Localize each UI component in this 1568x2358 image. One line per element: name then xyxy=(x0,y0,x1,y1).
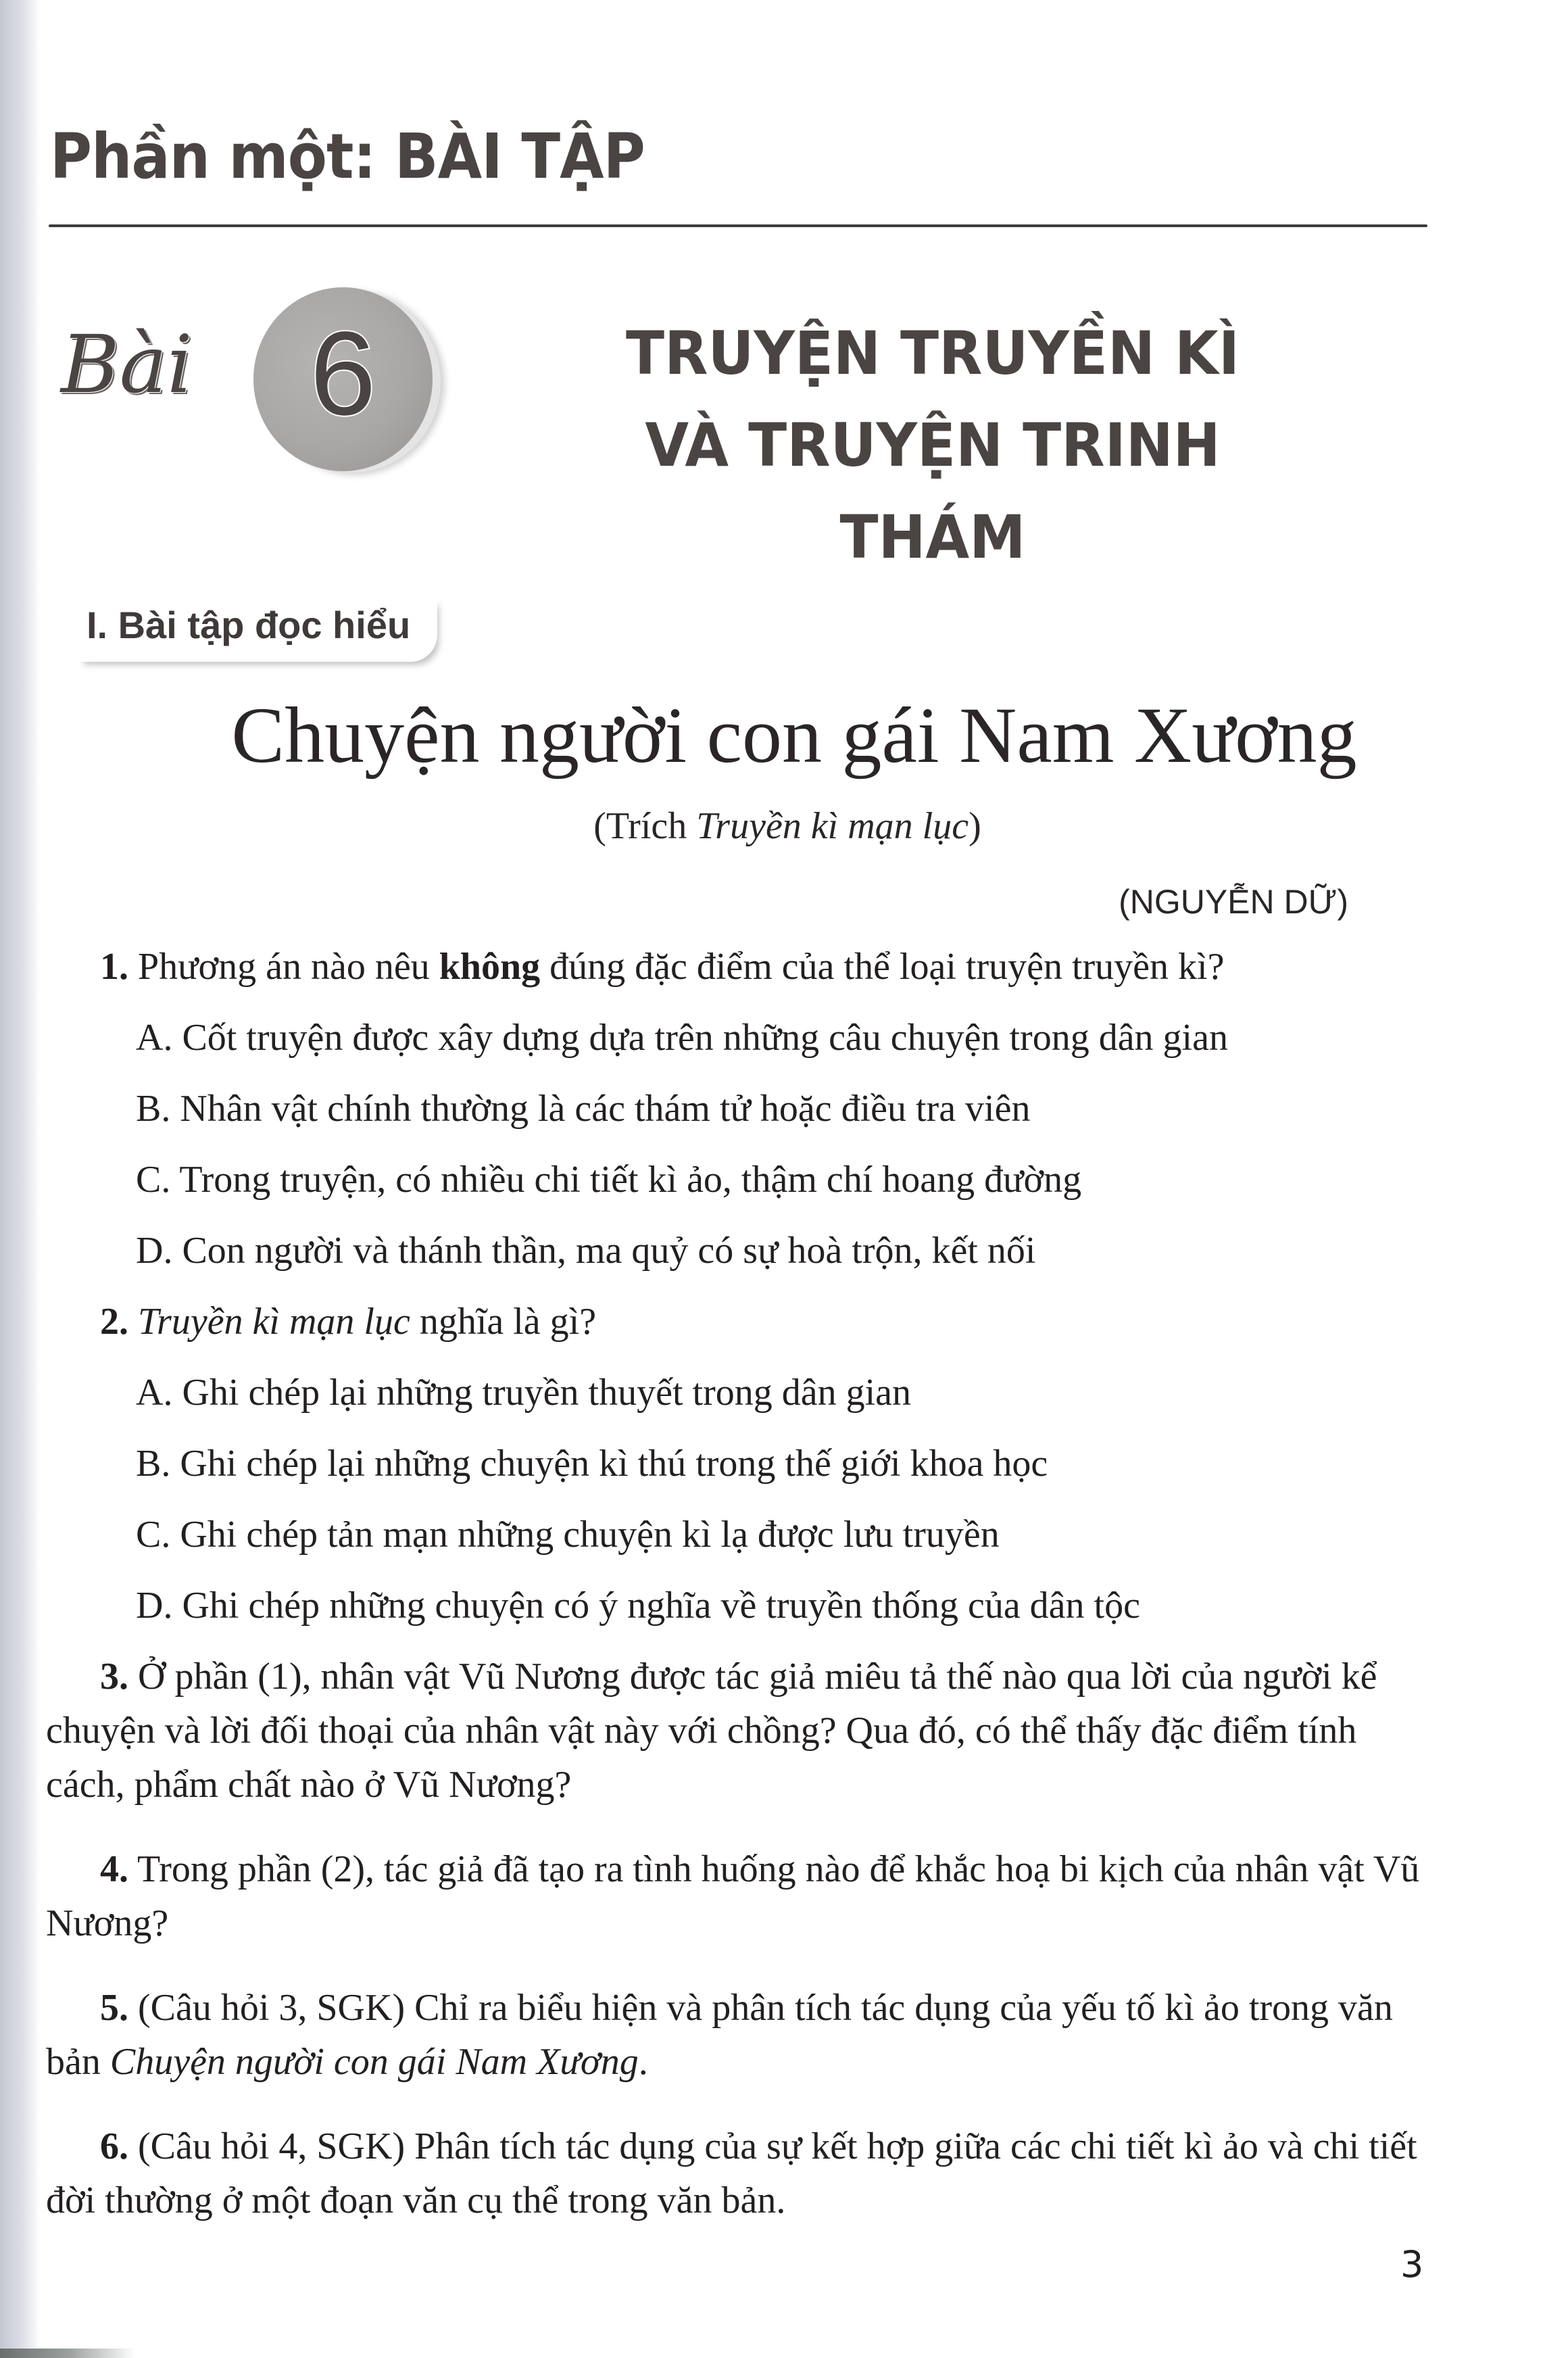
question-text: . xyxy=(638,2041,648,2083)
question-number: 6. xyxy=(100,2125,128,2167)
story-author: (NGUYỄN DỮ) xyxy=(1119,883,1348,921)
part-heading: Phần một: BÀI TẬP xyxy=(50,120,645,193)
option-2d: D. Ghi chép những chuyện có ý nghĩa về truyền thống của dân tộc xyxy=(136,1585,1140,1627)
question-number: 1. xyxy=(100,946,128,988)
heading-divider xyxy=(49,224,1427,227)
question-text: (Câu hỏi 4, SGK) Phân tích tác dụng của sự kết hợp giữa các chi tiết kì ảo và chi tiết đời thường ở một đoạn văn cụ thể trong văn bản. xyxy=(46,2125,1417,2221)
question-4 xyxy=(46,1842,1425,1950)
question-italic: Truyền kì mạn lục xyxy=(128,1301,410,1343)
question-number: 5. xyxy=(100,1987,128,2029)
question-text: Trong phần (2), tác giả đã tạo ra tình huống nào để khắc hoạ bi kịch của nhân vật Vũ Nương? xyxy=(46,1848,1420,1944)
question-5 xyxy=(46,1981,1425,2089)
source-suffix: ) xyxy=(969,805,981,847)
page-number: 3 xyxy=(1400,2243,1424,2286)
question-text: Ở phần (1), nhân vật Vũ Nương được tác giả miêu tả thế nào qua lời của người kể chuyện và lời đối thoại của nhân vật này với chồng? Qua đó, có thể thấy đặc điểm tính cách, phẩm chất nào ở Vũ Nương? xyxy=(46,1656,1377,1806)
option-1b: B. Nhân vật chính thường là các thám tử hoặc điều tra viên xyxy=(136,1088,1031,1130)
question-text: đúng đặc điểm của thể loại truyện truyền kì? xyxy=(540,946,1225,988)
option-2a: A. Ghi chép lại những truyền thuyết trong dân gian xyxy=(136,1372,911,1414)
question-list xyxy=(46,940,1425,2228)
question-1 xyxy=(46,940,1425,994)
question-number: 2. xyxy=(100,1301,128,1343)
question-number: 3. xyxy=(100,1656,128,1698)
option-1d: D. Con người và thánh thần, ma quỷ có sự hoà trộn, kết nối xyxy=(136,1230,1036,1272)
option-1c: C. Trong truyện, có nhiều chi tiết kì ảo, thậm chí hoang đường xyxy=(136,1159,1082,1201)
page-bottom-shadow xyxy=(0,2349,135,2358)
question-3 xyxy=(46,1650,1425,1812)
question-text: (Câu hỏi 3, SGK) Chỉ ra biểu hiện và phân tích tác dụng của yếu tố kì ảo trong văn bản xyxy=(46,1987,1393,2083)
lesson-word: Bài xyxy=(61,318,193,411)
question-6 xyxy=(46,2119,1425,2228)
section-label: I. Bài tập đọc hiểu xyxy=(74,595,437,662)
question-italic: Chuyện người con gái Nam Xương xyxy=(109,2041,639,2083)
story-title: Chuyện người con gái Nam Xương xyxy=(231,691,1357,779)
option-1a: A. Cốt truyện được xây dựng dựa trên những câu chuyện trong dân gian xyxy=(136,1017,1228,1059)
option-2b: B. Ghi chép lại những chuyện kì thú trong thế giới khoa học xyxy=(136,1443,1048,1485)
page-edge-shadow xyxy=(0,0,39,2358)
question-text: Phương án nào nêu xyxy=(128,946,439,988)
option-2c: C. Ghi chép tản mạn những chuyện kì lạ được lưu truyền xyxy=(136,1514,1000,1556)
lesson-title-line1: TRUYỆN TRUYỀN KÌ xyxy=(626,318,1240,388)
source-prefix: (Trích xyxy=(593,805,697,847)
lesson-number: 6 xyxy=(310,308,376,440)
lesson-title-line2: VÀ TRUYỆN TRINH THÁM xyxy=(645,410,1221,572)
question-2 xyxy=(46,1295,1425,1349)
question-text: nghĩa là gì? xyxy=(410,1301,597,1343)
lesson-number-badge-icon xyxy=(253,287,433,471)
question-emphasis: không xyxy=(439,946,541,988)
question-number: 4. xyxy=(100,1848,128,1890)
story-source xyxy=(0,804,1568,848)
source-work: Truyền kì mạn lục xyxy=(696,805,969,847)
lesson-title xyxy=(527,308,1338,583)
